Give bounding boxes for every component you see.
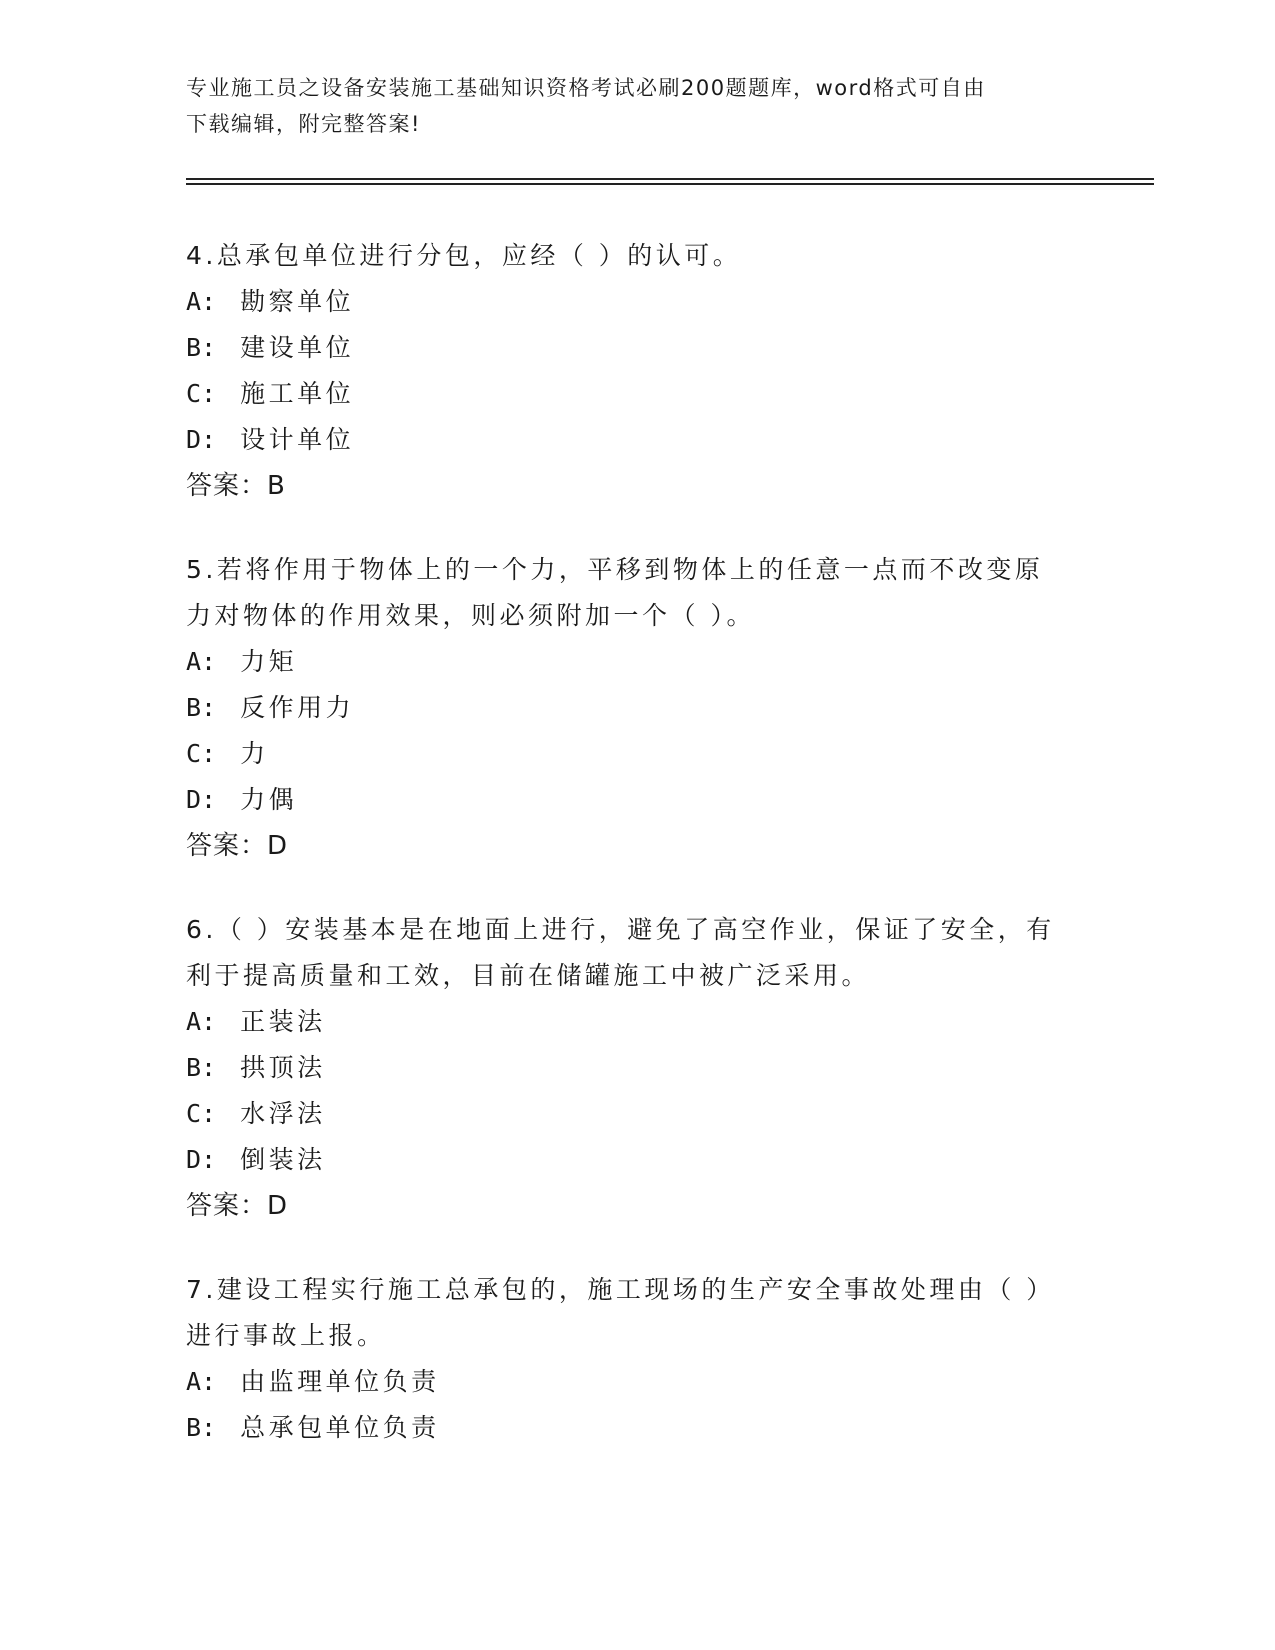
option-text: 设计单位 [240, 425, 355, 454]
option-text: 反作用力 [240, 693, 355, 722]
option-key: D: [186, 1145, 217, 1174]
option-key: B: [186, 693, 217, 722]
option-a [186, 639, 1086, 685]
answer-line: 答案：D [186, 831, 289, 861]
header-divider-bottom [186, 183, 1154, 185]
option-key: B: [186, 333, 217, 362]
option-key: C: [186, 1099, 217, 1128]
option-text: 勘察单位 [240, 287, 355, 316]
option-key: D: [186, 785, 217, 814]
option-text: 力偶 [240, 785, 298, 814]
option-c [186, 1091, 1086, 1137]
option-key: A: [186, 287, 217, 316]
option-text: 拱顶法 [240, 1053, 326, 1082]
option-key: C: [186, 739, 217, 768]
option-a [186, 1359, 1086, 1405]
option-text: 倒装法 [240, 1145, 326, 1174]
question-stem-line-2: 进行事故上报。 [186, 1321, 386, 1350]
option-a [186, 279, 1086, 325]
question-6 [186, 907, 1086, 1229]
option-key: A: [186, 1007, 217, 1036]
option-key: A: [186, 1367, 217, 1396]
option-a [186, 999, 1086, 1045]
option-text: 力矩 [240, 647, 298, 676]
answer-line: 答案：D [186, 1191, 289, 1221]
option-key: D: [186, 425, 217, 454]
option-key: C: [186, 379, 217, 408]
option-key: A: [186, 647, 217, 676]
option-text: 力 [240, 739, 269, 768]
option-text: 总承包单位负责 [240, 1413, 440, 1442]
question-stem-line-1: 5.若将作用于物体上的一个力，平移到物体上的任意一点而不改变原 [186, 555, 1044, 584]
option-text: 正装法 [240, 1007, 326, 1036]
question-stem-line-2: 力对物体的作用效果，则必须附加一个（ ）。 [186, 601, 755, 630]
answer-line: 答案：B [186, 471, 286, 501]
option-text: 施工单位 [240, 379, 355, 408]
question-7 [186, 1267, 1086, 1451]
option-d [186, 417, 1086, 463]
question-stem-line-1: 7.建设工程实行施工总承包的，施工现场的生产安全事故处理由（ ） [186, 1275, 1055, 1304]
question-stem: 4.总承包单位进行分包，应经（ ）的认可。 [186, 241, 742, 270]
option-text: 水浮法 [240, 1099, 326, 1128]
option-key: B: [186, 1413, 217, 1442]
header-title-line-2: 下载编辑，附完整答案! [186, 112, 421, 136]
question-5 [186, 547, 1086, 869]
option-b [186, 685, 1086, 731]
document-header [186, 70, 1086, 142]
option-c [186, 731, 1086, 777]
option-d [186, 777, 1086, 823]
question-stem-line-1: 6.（ ）安装基本是在地面上进行，避免了高空作业，保证了安全，有 [186, 915, 1055, 944]
option-c [186, 371, 1086, 417]
option-text: 建设单位 [240, 333, 355, 362]
option-b [186, 1405, 1086, 1451]
option-key: B: [186, 1053, 217, 1082]
option-d [186, 1137, 1086, 1183]
header-divider-top [186, 178, 1154, 180]
option-b [186, 1045, 1086, 1091]
question-4 [186, 233, 1086, 509]
option-b [186, 325, 1086, 371]
question-list [186, 233, 1086, 1489]
option-text: 由监理单位负责 [240, 1367, 440, 1396]
question-stem-line-2: 利于提高质量和工效，目前在储罐施工中被广泛采用。 [186, 961, 871, 990]
header-title-line-1: 专业施工员之设备安装施工基础知识资格考试必刷200题题库，word格式可自由 [186, 76, 986, 100]
